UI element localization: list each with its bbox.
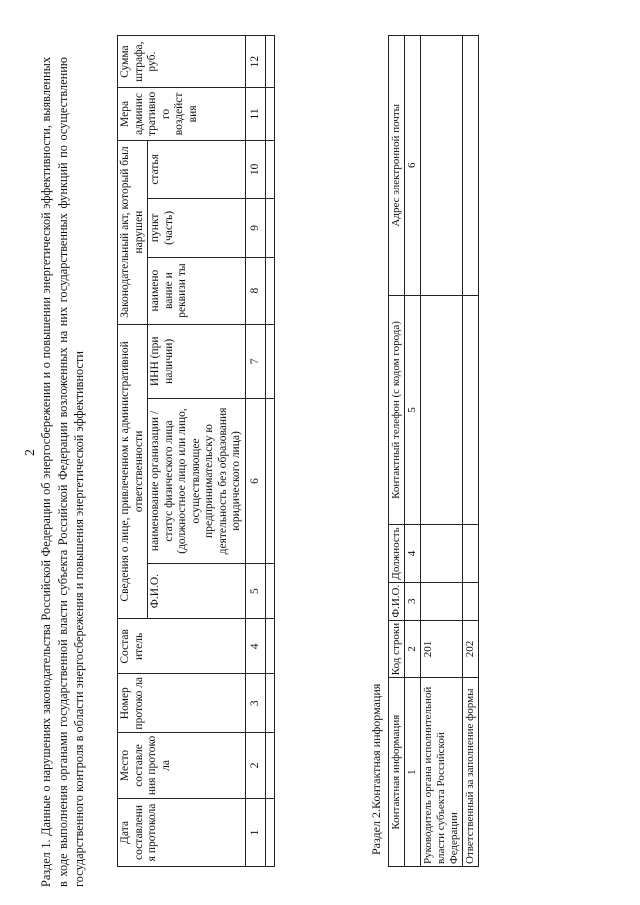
col-header-org-name: наименование организации / статус физического лица (должностное лицо или лицо, осуществляющее предпринимательску ю деятельность без образования юридического лица)	[148, 399, 246, 564]
col-header-act-point: пункт (часть)	[148, 199, 246, 258]
col-header-fine: Сумма штрафа, руб.	[118, 36, 246, 88]
column-number: 9	[245, 199, 266, 258]
empty-data-row	[266, 36, 275, 867]
row-code: 201	[421, 620, 463, 678]
column-number: 1	[405, 678, 421, 867]
column-number: 5	[245, 563, 266, 618]
column-number: 5	[405, 295, 421, 525]
table-row	[421, 36, 463, 867]
row-code: 202	[463, 620, 479, 678]
col-header-inn: ИНН (при наличии)	[148, 324, 246, 398]
column-number: 1	[245, 798, 266, 866]
column-number: 11	[245, 88, 266, 140]
column-number: 10	[245, 140, 266, 199]
column-number: 3	[405, 582, 421, 620]
col-header-fio: Ф.И.О.	[389, 582, 405, 620]
col-header-number: Номер протоко ла	[118, 674, 246, 733]
column-number-row	[245, 36, 266, 867]
col-header-email: Адрес электронной почты	[389, 36, 405, 296]
contact-info-table	[388, 35, 479, 867]
column-number: 4	[245, 619, 266, 674]
row-label: Ответственный за заполнение формы	[463, 678, 479, 867]
col-header-compiler: Состав итель	[118, 619, 246, 674]
col-header-act-name: наимено вание и реквизи ты	[148, 257, 246, 324]
col-group-person: Сведения о лице, привлеченном к административной ответственности	[118, 324, 148, 619]
col-group-act: Законодательный акт, который был нарушен	[118, 140, 148, 324]
column-number: 6	[405, 36, 421, 296]
col-header-date: Дата составлени я протокола	[118, 798, 246, 866]
row-label: Руководитель органа исполнительной власти субъекта Российской Федерации	[421, 678, 463, 867]
col-header-contact-info: Контактная информация	[389, 678, 405, 867]
column-number: 4	[405, 525, 421, 582]
page-number: 2	[23, 449, 38, 456]
column-number: 8	[245, 257, 266, 324]
violations-table	[117, 35, 275, 867]
table-row	[463, 36, 479, 867]
col-header-place: Место составле ния протоко ла	[118, 733, 246, 799]
col-header-act-article: статья	[148, 140, 246, 199]
col-header-measure: Мера админис тративно го воздейст вия	[118, 88, 246, 140]
column-number: 2	[405, 620, 421, 678]
column-number: 2	[245, 733, 266, 799]
column-number-row	[405, 36, 421, 867]
column-number: 3	[245, 674, 266, 733]
col-header-position: Должность	[389, 525, 405, 582]
col-header-phone: Контактный телефон (с кодом города)	[389, 295, 405, 525]
col-header-row-code: Код строки	[389, 620, 405, 678]
col-header-fio: Ф.И.О.	[148, 563, 246, 618]
section2-title: Раздел 2.Контактная информация	[369, 683, 383, 855]
column-number: 7	[245, 324, 266, 398]
section1-title: Раздел 1. Данные о нарушениях законодательства Российской Федерации об энергосбережении и о повышении энергетической эффективности, выявленных в ходе выполнения органами государственной власти субъекта Российской Федерации возложенных на них государственных функций по осуществлению государственного контроля в области энергосбережения и повышения энергетической эффективности	[39, 57, 86, 887]
column-number: 12	[245, 36, 266, 88]
column-number: 6	[245, 399, 266, 564]
